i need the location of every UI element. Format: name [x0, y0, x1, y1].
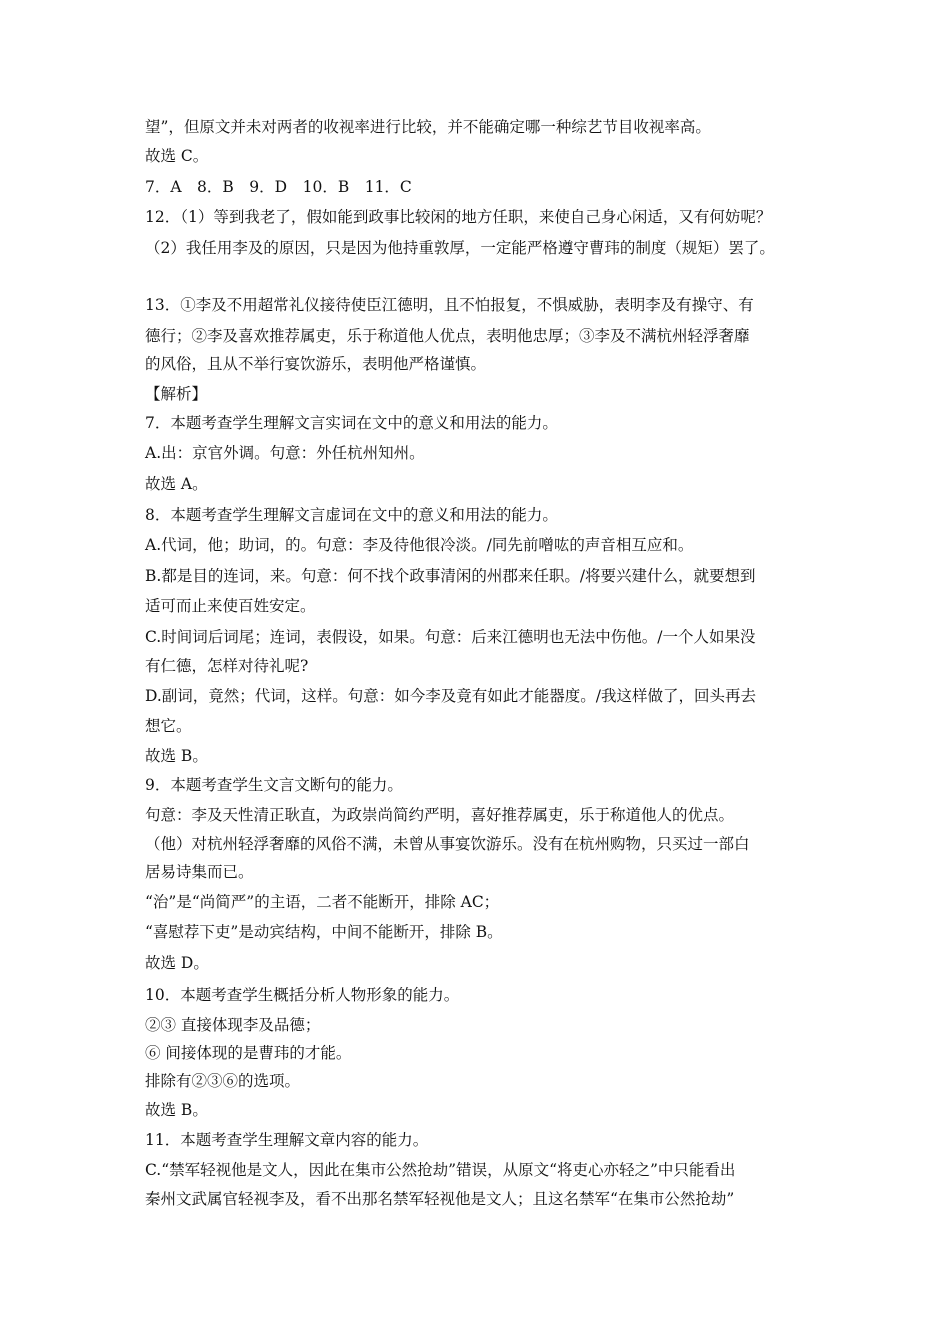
- text-line: 11．本题考查学生理解文章内容的能力。: [145, 1131, 429, 1149]
- text-line: （2）我任用李及的原因，只是因为他持重敦厚，一定能严格遵守曹玮的制度（规矩）罢了。: [145, 239, 775, 257]
- text-line: A.代词，他；助词，的。句意：李及待他很冷淡。/同先前噌吰的声音相互应和。: [145, 536, 694, 554]
- text-line: 德行；②李及喜欢推荐属吏，乐于称道他人优点，表明他忠厚；③李及不满杭州轻浮奢靡: [145, 327, 750, 345]
- text-line: D.副词，竟然；代词，这样。句意：如今李及竟有如此才能器度。/我这样做了，回头再去: [145, 687, 757, 705]
- text-line: C.时间词后词尾；连词，表假设，如果。句意：后来江德明也无法中伤他。/一个人如果没: [145, 628, 756, 646]
- text-line: 10．本题考查学生概括分析人物形象的能力。: [145, 986, 460, 1004]
- text-line: 故选 A。: [145, 475, 208, 493]
- text-line: 13．①李及不用超常礼仪接待使臣江德明，且不怕报复，不惧威胁，表明李及有操守、有: [145, 296, 754, 314]
- text-line: A.出：京官外调。句意：外任杭州知州。: [145, 444, 425, 462]
- text-line: 故选 C。: [145, 147, 209, 165]
- text-line: 9．本题考查学生文言文断句的能力。: [145, 776, 403, 794]
- text-line: C.“禁军轻视他是文人，因此在集市公然抢劫”错误，从原文“将吏心亦轻之”中只能看出: [145, 1161, 736, 1179]
- text-line: 7．本题考查学生理解文言实词在文中的意义和用法的能力。: [145, 414, 558, 432]
- text-line: 的风俗，且从不举行宴饮游乐，表明他严格谨慎。: [145, 355, 487, 373]
- text-line: B.都是目的连词，来。句意：何不找个政事清闲的州郡来任职。/将要兴建什么，就要想到: [145, 567, 756, 585]
- text-line: （他）对杭州轻浮奢靡的风俗不满，未曾从事宴饮游乐。没有在杭州购物，只买过一部白: [145, 835, 750, 853]
- text-line: 居易诗集而已。: [145, 863, 254, 881]
- text-line: 12．（1）等到我老了，假如能到政事比较闲的地方任职，来使自己身心闲适，又有何妨呢？: [145, 208, 772, 226]
- text-line: 望”，但原文并未对两者的收视率进行比较，并不能确定哪一种综艺节目收视率高。: [145, 118, 711, 136]
- text-line: “治”是“尚简严”的主语，二者不能断开，排除 AC；: [145, 893, 500, 911]
- text-line: 故选 B。: [145, 1101, 208, 1119]
- text-line: 排除有②③⑥的选项。: [145, 1072, 301, 1090]
- text-line: 秦州文武属官轻视李及，看不出那名禁军轻视他是文人；且这名禁军“在集市公然抢劫”: [145, 1190, 735, 1208]
- text-line: 想它。: [145, 717, 192, 735]
- text-line: 7．A 8．B 9．D 10．B 11．C: [145, 178, 412, 196]
- text-line: ⑥ 间接体现的是曹玮的才能。: [145, 1044, 352, 1062]
- text-line: 有仁德，怎样对待礼呢?: [145, 657, 309, 675]
- text-line: 适可而止来使百姓安定。: [145, 597, 316, 615]
- text-line: 8．本题考查学生理解文言虚词在文中的意义和用法的能力。: [145, 506, 558, 524]
- text-line: 故选 D。: [145, 954, 209, 972]
- text-line: 故选 B。: [145, 747, 208, 765]
- text-line: ②③ 直接体现李及品德；: [145, 1016, 321, 1034]
- section-heading: 【解析】: [145, 385, 208, 403]
- text-line: “喜慰荐下吏”是动宾结构，中间不能断开，排除 B。: [145, 923, 503, 941]
- text-line: 句意：李及天性清正耿直，为政崇尚简约严明，喜好推荐属吏，乐于称道他人的优点。: [145, 806, 735, 824]
